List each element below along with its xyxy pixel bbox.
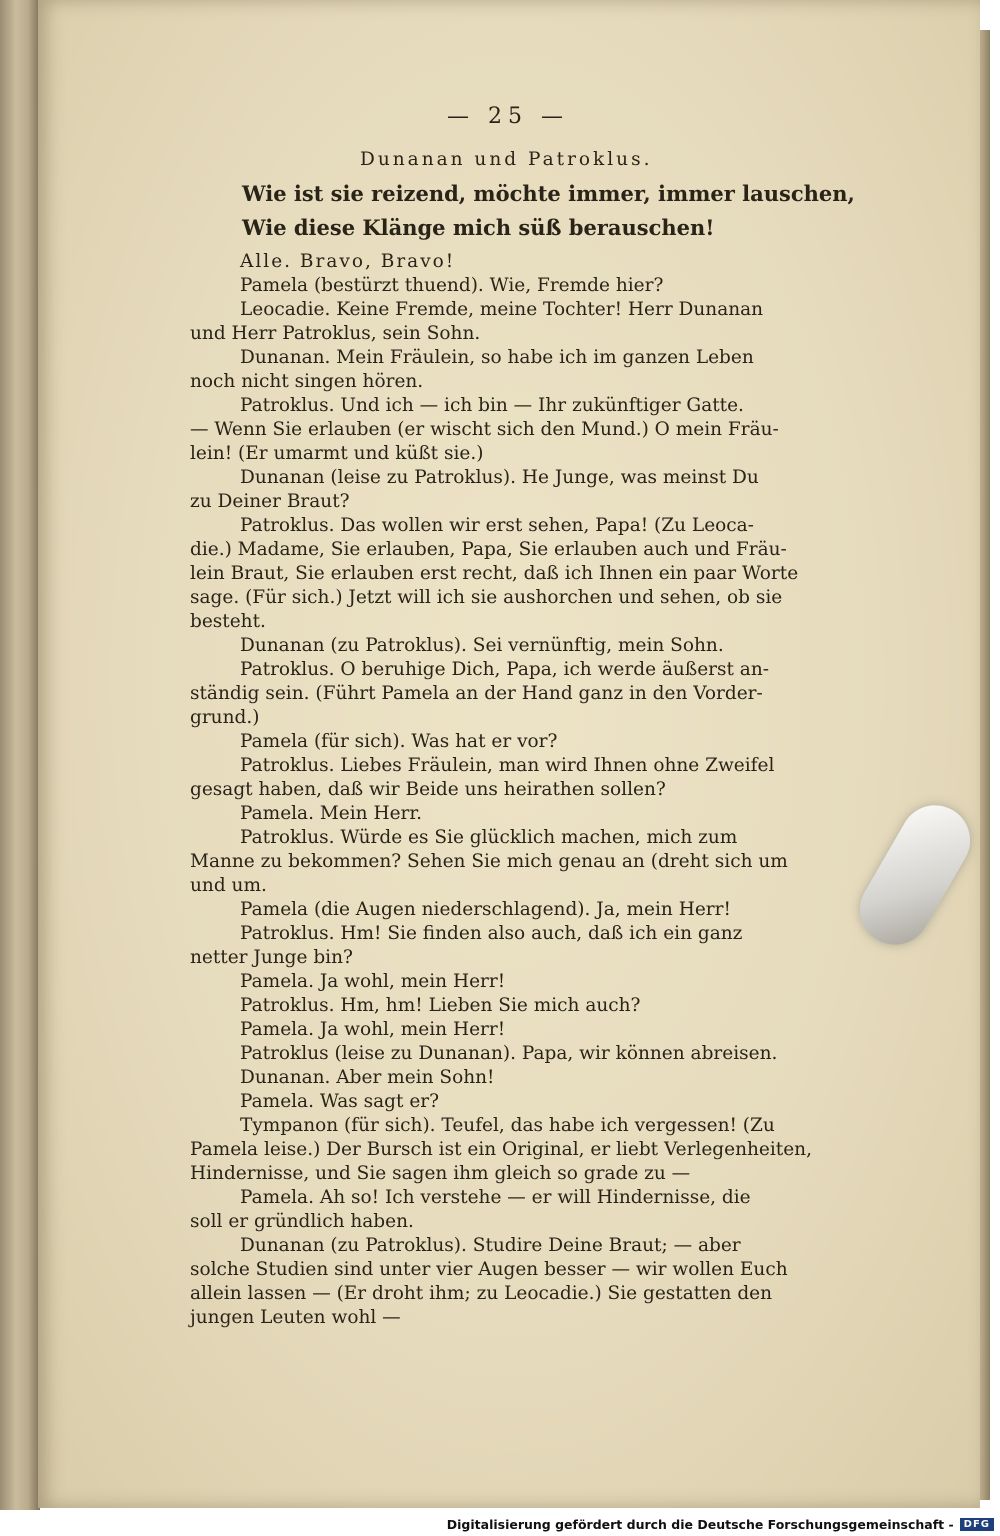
- text-line: gesagt haben, daß wir Beide uns heirathen sollen?: [190, 779, 666, 800]
- text-line: Leocadie. Keine Fremde, meine Tochter! Herr Dunanan: [240, 299, 764, 320]
- text-line: die.) Madame, Sie erlauben, Papa, Sie erlauben auch und Fräu-: [190, 539, 787, 560]
- text-line: Patroklus. Liebes Fräulein, man wird Ihnen ohne Zweifel: [240, 755, 775, 776]
- text-line: allein lassen — (Er droht ihm; zu Leocadie.) Sie gestatten den: [190, 1283, 773, 1304]
- text-line: sage. (Für sich.) Jetzt will ich sie aushorchen und sehen, ob sie: [190, 587, 783, 608]
- book-page: [38, 0, 980, 1508]
- text-line: Hindernisse, und Sie sagen ihm gleich so grade zu —: [190, 1163, 691, 1184]
- text-line: Dunanan (zu Patroklus). Sei vernünftig, mein Sohn.: [240, 635, 724, 656]
- text-line: Dunanan (leise zu Patroklus). He Junge, was meinst Du: [240, 467, 759, 488]
- dfg-logo: DFG: [960, 1518, 994, 1531]
- text-line: — Wenn Sie erlauben (er wischt sich den Mund.) O mein Fräu-: [190, 419, 779, 440]
- text-line: Wie ist sie reizend, möchte immer, immer lauschen,: [242, 181, 855, 206]
- text-line: Wie diese Klänge mich süß berauschen!: [242, 215, 715, 240]
- text-line: soll er gründlich haben.: [190, 1211, 414, 1232]
- digitization-footer: [447, 1517, 994, 1532]
- text-line: Pamela (die Augen niederschlagend). Ja, mein Herr!: [240, 899, 731, 920]
- text-line: Dunanan (zu Patroklus). Studire Deine Braut; — aber: [240, 1235, 741, 1256]
- text-line: und Herr Patroklus, sein Sohn.: [190, 323, 481, 344]
- text-line: Patroklus (leise zu Dunanan). Papa, wir können abreisen.: [240, 1043, 778, 1064]
- text-line: Pamela. Ja wohl, mein Herr!: [240, 1019, 506, 1040]
- text-line: lein! (Er umarmt und küßt sie.): [190, 443, 484, 464]
- text-line: Dunanan. Aber mein Sohn!: [240, 1067, 495, 1088]
- text-line: netter Junge bin?: [190, 947, 353, 968]
- text-line: Patroklus. Würde es Sie glücklich machen, mich zum: [240, 827, 738, 848]
- book-spine-shadow: [0, 0, 40, 1510]
- text-line: Dunanan und Patroklus.: [360, 149, 653, 170]
- text-line: Tympanon (für sich). Teufel, das habe ich vergessen! (Zu: [240, 1115, 775, 1136]
- text-line: Pamela leise.) Der Bursch ist ein Original, er liebt Verlegenheiten,: [190, 1139, 812, 1160]
- text-line: und um.: [190, 875, 267, 896]
- funding-notice: Digitalisierung gefördert durch die Deutsche Forschungsgemeinschaft -: [446, 1517, 954, 1532]
- page-number: — 25 —: [447, 104, 569, 129]
- text-line: Patroklus. O beruhige Dich, Papa, ich werde äußerst an-: [240, 659, 769, 680]
- text-line: Patroklus. Und ich — ich bin — Ihr zukünftiger Gatte.: [240, 395, 744, 416]
- text-line: Pamela. Ah so! Ich verstehe — er will Hindernisse, die: [240, 1187, 751, 1208]
- text-line: zu Deiner Braut?: [190, 491, 350, 512]
- text-line: Patroklus. Hm! Sie finden also auch, daß ich ein ganz: [240, 923, 743, 944]
- text-line: noch nicht singen hören.: [190, 371, 424, 392]
- text-line: grund.): [190, 707, 260, 728]
- text-line: Dunanan. Mein Fräulein, so habe ich im ganzen Leben: [240, 347, 754, 368]
- text-line: Pamela (für sich). Was hat er vor?: [240, 731, 558, 752]
- text-line: Pamela. Ja wohl, mein Herr!: [240, 971, 506, 992]
- text-line: lein Braut, Sie erlauben erst recht, daß ich Ihnen ein paar Worte: [190, 563, 799, 584]
- text-line: Patroklus. Das wollen wir erst sehen, Papa! (Zu Leoca-: [240, 515, 754, 536]
- text-line: ständig sein. (Führt Pamela an der Hand ganz in den Vorder-: [190, 683, 763, 704]
- text-line: Patroklus. Hm, hm! Lieben Sie mich auch?: [240, 995, 641, 1016]
- text-line: besteht.: [190, 611, 266, 632]
- text-line: Alle. Bravo, Bravo!: [240, 251, 456, 272]
- text-line: jungen Leuten wohl —: [190, 1307, 401, 1328]
- text-line: Pamela. Mein Herr.: [240, 803, 423, 824]
- text-line: Manne zu bekommen? Sehen Sie mich genau an (dreht sich um: [190, 851, 788, 872]
- text-line: Pamela (bestürzt thuend). Wie, Fremde hier?: [240, 275, 664, 296]
- text-line: solche Studien sind unter vier Augen besser — wir wollen Euch: [190, 1259, 788, 1280]
- text-line: Pamela. Was sagt er?: [240, 1091, 440, 1112]
